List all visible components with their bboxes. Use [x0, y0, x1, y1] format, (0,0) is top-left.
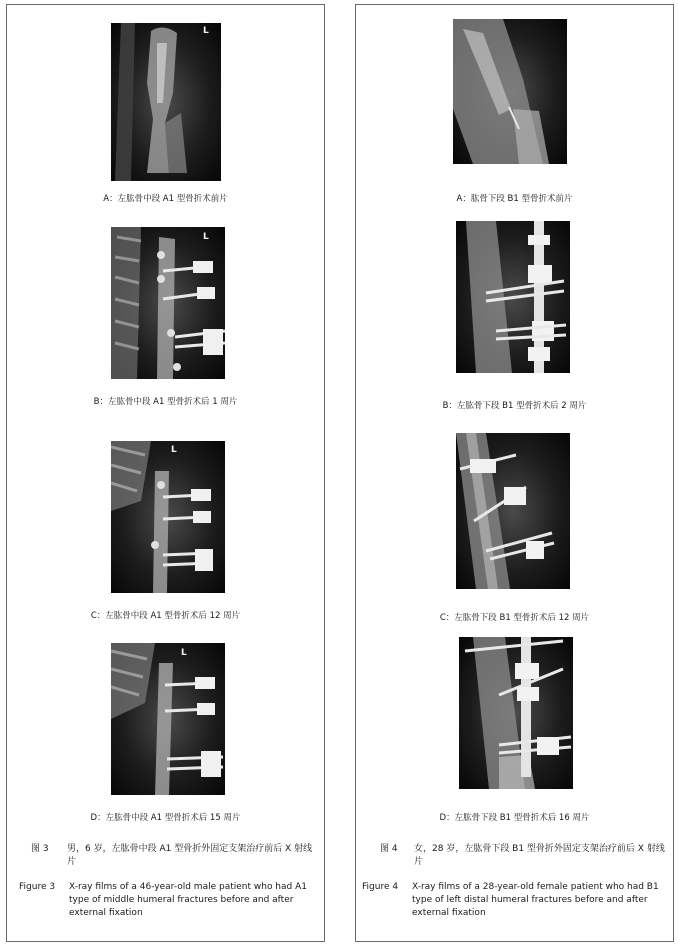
figure-3-panel: [6, 4, 325, 942]
caption-4b: B：左肱骨下段 B1 型骨折术后 2 周片: [442, 401, 587, 411]
xray-image-3b: [111, 227, 225, 379]
figure-4-panel: [355, 4, 674, 942]
figure-4-en-label: Figure 4: [362, 882, 399, 892]
caption-4c: C：左肱骨下段 B1 型骨折术后 12 周片: [439, 613, 590, 623]
figure-3-en-legend: [19, 881, 321, 925]
figure-3-cn-legend: [31, 843, 321, 873]
figure-4-en-legend: [362, 881, 670, 925]
figure-3-en-label: Figure 3: [19, 882, 56, 892]
side-marker: L: [203, 26, 209, 36]
xray-image-4a: [453, 19, 567, 164]
side-marker: L: [203, 232, 209, 242]
xray-image-4d: [459, 637, 573, 789]
figure-3-cn-label: 图 3: [31, 844, 49, 854]
xray-image-3d: [111, 643, 225, 795]
side-marker: L: [181, 648, 187, 658]
caption-4d: D：左肱骨下段 B1 型骨折术后 16 周片: [439, 813, 590, 823]
caption-3b: B：左肱骨中段 A1 型骨折术后 1 周片: [93, 397, 238, 407]
figure-3-en-text: X-ray films of a 46-year-old male patient who had A1 type of middle humeral fractures before and after external fixation: [69, 882, 307, 918]
caption-3a: A：左肱骨中段 A1 型骨折术前片: [103, 194, 228, 204]
xray-image-4b: [456, 221, 570, 373]
figure-4-cn-legend: [380, 843, 670, 873]
figure-4-cn-label: 图 4: [380, 844, 398, 854]
caption-3c: C：左肱骨中段 A1 型骨折术后 12 周片: [90, 611, 241, 621]
side-marker: L: [171, 445, 177, 455]
xray-image-3a: [111, 23, 221, 181]
caption-3d: D：左肱骨中段 A1 型骨折术后 15 周片: [90, 813, 241, 823]
xray-image-4c: [456, 433, 570, 589]
figure-4-en-text: X-ray films of a 28-year-old female patient who had B1 type of left distal humeral fractures before and after external fixation: [412, 882, 659, 918]
figure-3-cn-text: 男，6 岁，左肱骨中段 A1 型骨折外固定支架治疗前后 X 射线片: [67, 844, 313, 867]
figure-4-cn-text: 女，28 岁，左肱骨下段 B1 型骨折外固定支架治疗前后 X 射线片: [414, 844, 665, 867]
xray-image-3c: [111, 441, 225, 593]
caption-4a: A：肱骨下段 B1 型骨折术前片: [456, 194, 573, 204]
